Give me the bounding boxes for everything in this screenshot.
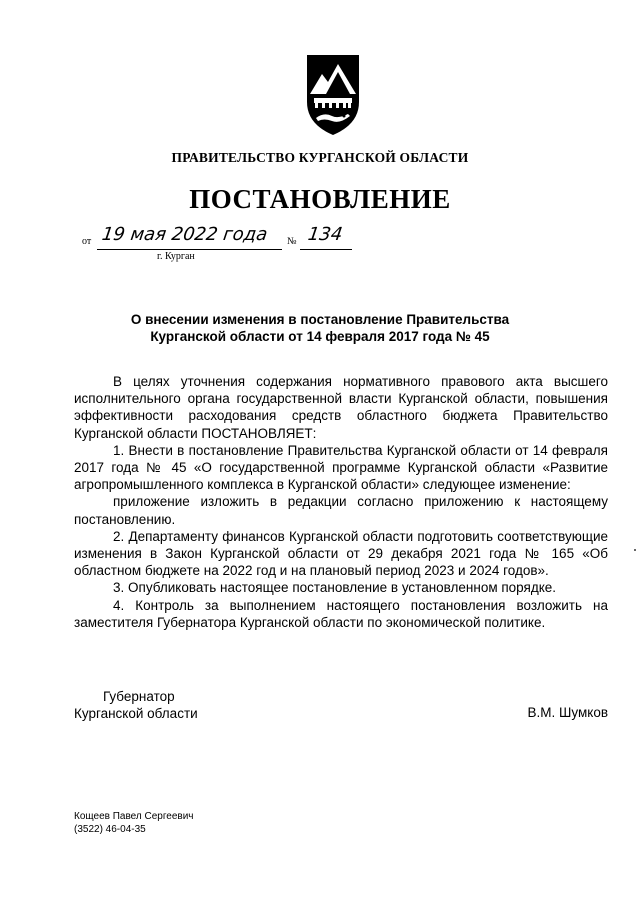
signer-name: В.М. Шумков [527,705,608,720]
document-type: ПОСТАНОВЛЕНИЕ [189,184,451,214]
body-paragraph: В целях уточнения содержания нормативного правового акта высшего исполнительного органа государственной власти Курганской области, повышения эффективности расходования средств областного бюджета Правительство Курганской области ПОСТАНОВЛЯЕТ: [74,374,608,441]
city: г. Курган [157,251,195,262]
date-underline [97,249,282,250]
body-paragraph: приложение изложить в редакции согласно приложению к настоящему постановлению. [74,494,608,527]
number-prefix: № [287,236,297,247]
document-body [74,373,608,631]
scan-speck [634,549,636,551]
signer-title-line-1: Губернатор [103,689,175,704]
title-line-1: О внесении изменения в постановление Правительства [130,312,510,327]
body-paragraph: 2. Департаменту финансов Курганской области подготовить соответствующие изменения в Закон Курганской области от 29 декабря 2021 года № 165 «Об областном бюджете на 2022 год и на плановый период 2023 и 2024 годов». [74,528,608,579]
body-paragraph: 1. Внести в постановление Правительства Курганской области от 14 февраля 2017 года № 45 «О государственной программе Курганской области «Развитие агропромышленного комплекса в Курганской области» следующее изменение: [74,442,608,493]
executor-info [74,810,194,836]
signer-title-line-2: Курганской области [74,706,198,721]
document-title [0,311,640,345]
number-underline [300,249,352,250]
document-meta [82,224,382,264]
body-paragraph: 4. Контроль за выполнением настоящего постановления возложить на заместителя Губернатора Курганской области по экономической политике. [74,597,608,630]
executor-name: Кощеев Павел Сергеевич [74,811,194,822]
kurgan-coat-of-arms-icon [304,52,362,138]
title-line-2: Курганской области от 14 февраля 2017 года № 45 [150,329,490,344]
signer-title [74,688,274,722]
government-name: ПРАВИТЕЛЬСТВО КУРГАНСКОЙ ОБЛАСТИ [171,150,469,165]
date-prefix: от [82,236,92,247]
body-paragraph: 3. Опубликовать настоящее постановление в установленном порядке. [113,580,557,596]
handwritten-date: 19 мая 2022 года [100,224,269,245]
executor-phone: (3522) 46-04-35 [74,824,146,835]
handwritten-number: 134 [306,224,344,245]
